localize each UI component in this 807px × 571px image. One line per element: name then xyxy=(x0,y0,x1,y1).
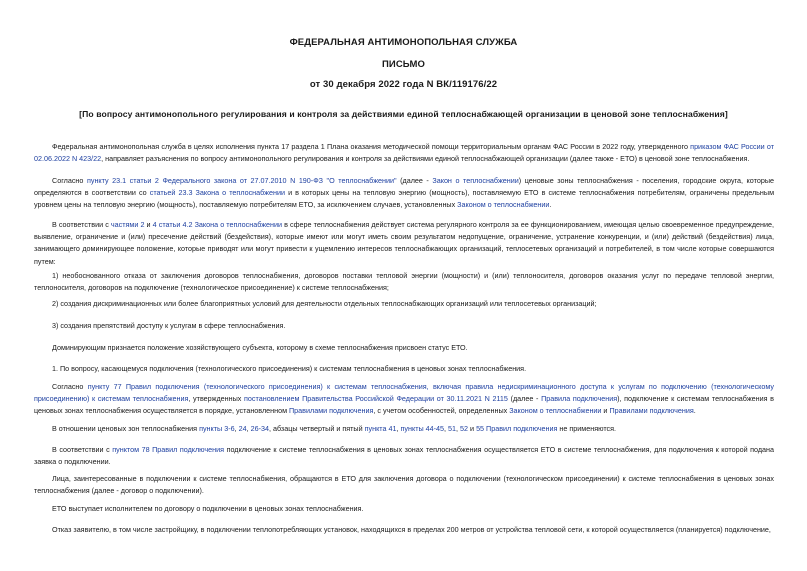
document-date-number: от 30 декабря 2022 года N ВК/119176/22 xyxy=(309,79,498,90)
text: в сфере теплоснабжения действует система регулярного контроля за ее функционированием, имеющая целью своевременное предупреждение, выявление, ограничение и (или) пресечение действий (бездействия), которые имеют или могут иметь своим результатом недопущение, ограничение, устранение конкуренции, и (или) действий (бездействия) лица, занимающего доминирующее положение, которые приводят или могут привести к ущемлению интересов теплоснабжающих организаций, теплосетевых организаций и потребителей, в том числе которые совершаются путем: xyxy=(34,220,774,266)
link-connection-rules[interactable]: Правилами подключения xyxy=(289,406,374,416)
text: ) ценовые зоны теплоснабжения - поселения, городские округа, которые определяются в соответствии со xyxy=(34,176,774,198)
paragraph-7 xyxy=(34,342,774,354)
link-items-26-34[interactable]: 26-34 xyxy=(250,424,269,433)
text: , xyxy=(456,424,461,433)
text: , xyxy=(396,424,401,433)
text: , абзацы четвертый и пятый xyxy=(268,424,365,433)
text: не применяются. xyxy=(557,424,617,433)
text: 2) создания дискриминационных или более благоприятных условий для деятельности отдельных теплоснабжающих организаций или теплосетевых организаций; xyxy=(52,299,597,308)
document-subject: [По вопросу антимонопольного регулирования и контроля за действиями единой теплоснабжающей организации в ценовой зоне теплоснабжения] xyxy=(79,109,728,119)
text: . xyxy=(549,200,552,210)
paragraph-9 xyxy=(34,381,774,418)
agency-title: ФЕДЕРАЛЬНАЯ АНТИМОНОПОЛЬНАЯ СЛУЖБА xyxy=(289,37,518,48)
link-heat-law[interactable]: Закон о теплоснабжении xyxy=(432,176,519,185)
text: Согласно xyxy=(52,176,87,185)
link-rule-77[interactable]: пункту 77 Правил подключения (технологического присоединения) к системам теплоснабжения, включая правила недискриминационного доступа к услугам по подключению (технологическому присоединению) к системам теплоснабжения xyxy=(34,382,774,404)
text: ), подключение к системам теплоснабжения в ценовых зонах теплоснабжения осуществляется в порядке, установленном xyxy=(34,394,774,416)
link-order-fas[interactable]: приказом ФАС России от 02.06.2022 N 423/22 xyxy=(34,142,774,164)
paragraph-10 xyxy=(34,423,774,435)
paragraph-11 xyxy=(34,444,774,468)
text: Доминирующим признается положение хозяйствующего субъекта, которому в схеме теплоснабжения присвоен статус ЕТО. xyxy=(52,343,468,352)
text: Отказ заявителю, в том числе застройщику, в подключении теплопотребляющих установок, находящихся в пределах 200 метров от устройства тепловой сети, к которой осуществляется (планируется) подключение, xyxy=(52,525,771,534)
text: , xyxy=(444,424,449,433)
text: , xyxy=(246,424,251,433)
text: (далее - xyxy=(396,176,433,185)
text: , xyxy=(234,424,239,433)
text: 3) создания препятствий доступу к услугам в сфере теплоснабжения. xyxy=(52,321,286,330)
text: , с учетом особенностей, определенных xyxy=(373,406,510,416)
paragraph-12 xyxy=(34,473,774,497)
paragraph-3 xyxy=(34,219,774,268)
text: Федеральная антимонопольная служба в целях исполнения пункта 17 раздела 1 Плана оказания методической помощи территориальным органам ФАС России в 2022 году, утвержденного xyxy=(52,142,691,151)
text: подключение к системе теплоснабжения в ценовых зонах теплоснабжения осуществляется ЕТО в системе теплоснабжения, для подключения к которой подана заявка о подключении. xyxy=(34,445,775,467)
link-item-55[interactable]: 55 Правил подключения xyxy=(476,424,558,433)
paragraph-8 xyxy=(34,363,774,375)
link-item-52[interactable]: 52 xyxy=(460,424,469,433)
link-connection-rules[interactable]: Правилами подключения xyxy=(609,406,694,416)
text: 1. По вопросу, касающемуся подключения (технологического присоединения) к системам теплоснабжения в ценовых зонах теплоснабжения. xyxy=(52,364,527,373)
text: (далее - xyxy=(507,394,542,404)
link-connection-rules[interactable]: Правила подключения xyxy=(541,394,618,404)
text: и в которых цены на тепловую энергию (мощность), поставляемую ЕТО в системе теплоснабжения потребителям, ограничены предельным уровнем цены на тепловую энергию (мощность), поставляемую потребителям ЕТО, за исключением случаев, установленных xyxy=(34,188,775,210)
paragraph-2 xyxy=(34,175,774,212)
link-law-190fz[interactable]: пункту 23.1 статьи 2 Федерального закона от 27.07.2010 N 190-ФЗ "О теплоснабжении" xyxy=(86,176,397,185)
link-items-44-45[interactable]: пункты 44-45 xyxy=(400,424,445,433)
text: Лица, заинтересованные в подключении к системе теплоснабжения, обращаются в ЕТО для заключения договора о подключении (технологическом присоединении) к системе теплоснабжения в ценовых зонах теплоснабжения (далее - договор о подключении). xyxy=(34,474,774,496)
text: ЕТО выступает исполнителем по договору о подключении в ценовых зонах теплоснабжения. xyxy=(52,504,364,513)
link-heat-law[interactable]: Законом о теплоснабжении xyxy=(457,200,550,210)
paragraph-14 xyxy=(34,524,774,536)
text: и xyxy=(468,424,477,433)
text: 1) необоснованного отказа от заключения договоров теплоснабжения, договоров поставки тепловой энергии (мощности) и (или) теплоносителя, договоров оказания услуг по передаче тепловой энергии, теплоносителя, договоров на подключение (технологическое присоединение) к системе теплоснабжения; xyxy=(34,271,774,293)
link-heat-law[interactable]: Законом о теплоснабжении xyxy=(509,406,602,416)
text: Согласно xyxy=(52,382,88,391)
text: и xyxy=(601,406,610,416)
text: , утвержденных xyxy=(188,394,245,404)
text: В соответствии с xyxy=(52,445,113,454)
paragraph-6 xyxy=(34,320,774,332)
document-type: ПИСЬМО xyxy=(381,59,425,70)
text: и xyxy=(144,220,153,229)
text: , направляет разъяснения по вопросу антимонопольного регулирования и контроля за действиями единой теплоснабжающей организации (далее также - ЕТО) в ценовой зоне теплоснабжения. xyxy=(101,154,750,164)
link-article-23-3[interactable]: статьей 23.3 Закона о теплоснабжении xyxy=(149,188,285,198)
link-item-51[interactable]: 51 xyxy=(448,424,457,433)
link-items-3-6[interactable]: пункты 3-6 xyxy=(199,424,235,433)
paragraph-4 xyxy=(34,270,774,294)
link-article-4-2[interactable]: 4 статьи 4.2 Закона о теплоснабжении xyxy=(152,220,283,229)
link-item-41[interactable]: пункта 41 xyxy=(364,424,397,433)
text: В отношении ценовых зон теплоснабжения xyxy=(52,424,200,433)
link-rule-78[interactable]: пунктом 78 Правил подключения xyxy=(112,445,225,454)
text: . xyxy=(693,406,696,416)
paragraph-1 xyxy=(34,141,774,165)
link-item-24[interactable]: 24 xyxy=(238,424,247,433)
text: В соответствии с xyxy=(52,220,111,229)
link-part-2[interactable]: частями 2 xyxy=(110,220,145,229)
paragraph-13 xyxy=(34,503,774,515)
link-resolution-2115[interactable]: постановлением Правительства Российской Федерации от 30.11.2021 N 2115 xyxy=(244,394,508,404)
paragraph-5 xyxy=(34,298,774,310)
